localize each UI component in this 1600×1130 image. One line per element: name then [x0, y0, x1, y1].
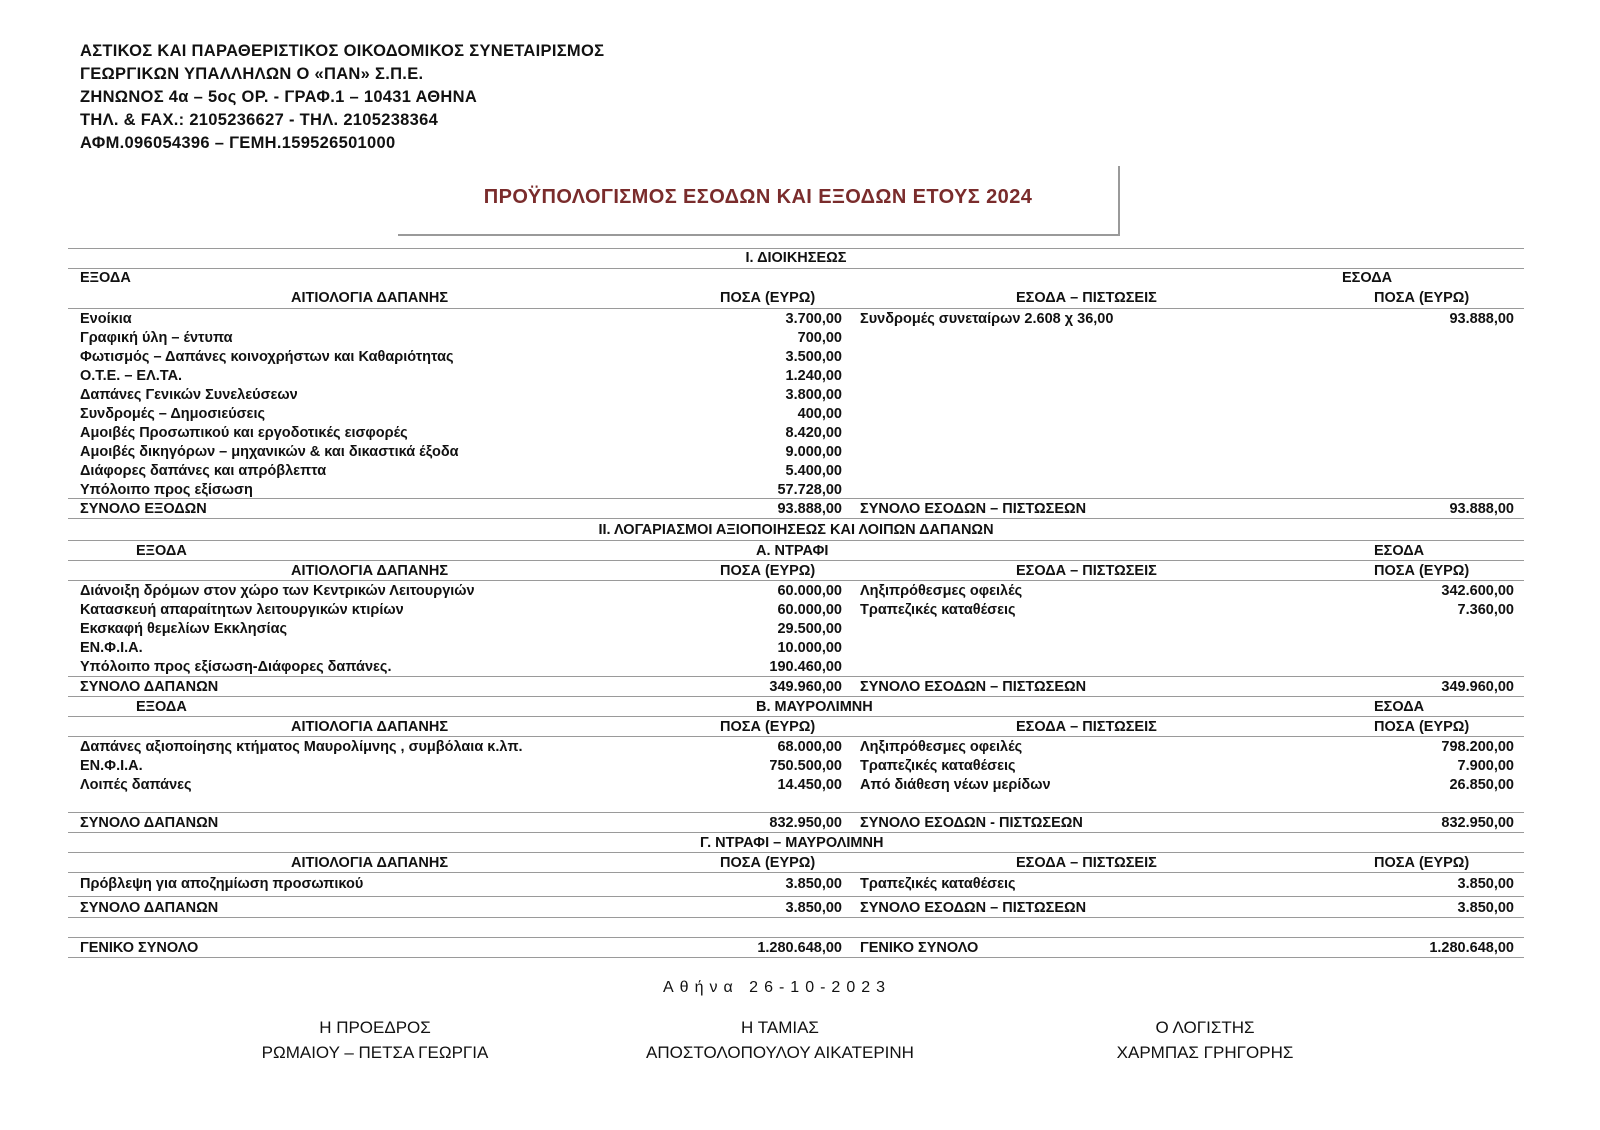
grand-total-row [68, 938, 1524, 958]
expense-item: Κατασκευή απαραίτητων λειτουργικών κτιρίων [80, 602, 404, 618]
col-header-amount: ΠΟΣΑ (ΕΥΡΩ) [720, 719, 816, 735]
col-header-income: ΕΣΟΔΑ – ΠΙΣΤΩΣΕΙΣ [1016, 719, 1157, 735]
col-header-income: ΕΣΟΔΑ – ΠΙΣΤΩΣΕΙΣ [1016, 290, 1157, 306]
income-item: Τραπεζικές καταθέσεις [860, 876, 1016, 892]
total-label: ΣΥΝΟΛΟ ΔΑΠΑΝΩΝ [80, 900, 219, 916]
expense-item: Αμοιβές Προσωπικού και εργοδοτικές εισφορές [80, 425, 408, 441]
expense-item: Υπόλοιπο προς εξίσωση [80, 482, 253, 498]
expense-item: Διάφορες δαπάνες και απρόβλεπτα [80, 463, 327, 479]
col-header-income-amount: ΠΟΣΑ (ΕΥΡΩ) [1374, 719, 1470, 735]
income-item: Συνδρομές συνεταίρων 2.608 χ 36,00 [860, 311, 1114, 327]
total-label: ΣΥΝΟΛΟ ΔΑΠΑΝΩΝ [80, 679, 219, 695]
signature-role: Η ΠΡΟΕΔΡΟΣ [319, 1018, 431, 1037]
expense-amount: 3.800,00 [785, 387, 842, 403]
total-amount: 93.888,00 [777, 501, 842, 517]
table-header-row [68, 853, 1524, 873]
col-header-amount: ΠΟΣΑ (ΕΥΡΩ) [720, 290, 816, 306]
expense-amount: 68.000,00 [777, 739, 842, 755]
expense-amount: 1.240,00 [785, 368, 842, 384]
subsection-row [68, 833, 1524, 853]
income-total-label: ΣΥΝΟΛΟ ΕΣΟΔΩΝ – ΠΙΣΤΩΣΕΩΝ [860, 900, 1087, 916]
table-row [68, 480, 1524, 500]
col-header-income-amount: ΠΟΣΑ (ΕΥΡΩ) [1374, 855, 1470, 871]
subsection-title: Β. ΜΑΥΡΟΛΙΜΝΗ [756, 699, 873, 715]
total-label: ΣΥΝΟΛΟ ΕΞΟΔΩΝ [80, 501, 207, 517]
income-total-label: ΣΥΝΟΛΟ ΕΣΟΔΩΝ – ΠΙΣΤΩΣΕΩΝ [860, 501, 1087, 517]
income-total-amount: 93.888,00 [1449, 501, 1514, 517]
expense-item: Αμοιβές δικηγόρων – μηχανικών & και δικαστικά έξοδα [80, 444, 459, 460]
table-row [68, 366, 1524, 386]
total-label: ΣΥΝΟΛΟ ΔΑΠΑΝΩΝ [80, 815, 219, 831]
column-group-row [68, 268, 1524, 288]
section-title-row [68, 520, 1524, 540]
expense-amount: 60.000,00 [777, 583, 842, 599]
document-title: ΠΡΟΫΠΟΛΟΓΙΣΜΟΣ ΕΣΟΔΩΝ ΚΑΙ ΕΞΟΔΩΝ ΕΤΟΥΣ 2024 [483, 186, 1033, 208]
signature-accountant [1030, 1015, 1380, 1065]
total-row [68, 898, 1524, 918]
income-amount: 26.850,00 [1449, 777, 1514, 793]
expense-amount: 57.728,00 [777, 482, 842, 498]
subsection-row [68, 541, 1524, 561]
table-row [68, 775, 1524, 795]
expense-item: Πρόβλεψη για αποζημίωση προσωπικού [80, 876, 364, 892]
section-title: Ι. ΔΙΟΙΚΗΣΕΩΣ [745, 250, 847, 266]
expense-amount: 9.000,00 [785, 444, 842, 460]
income-item: Ληξιπρόθεσμες οφειλές [860, 739, 1023, 755]
table-row [68, 756, 1524, 776]
expense-item: ΕΝ.Φ.Ι.Α. [80, 640, 143, 656]
expense-item: Ο.Τ.Ε. – ΕΛ.ΤΑ. [80, 368, 183, 384]
col-header-income: ΕΣΟΔΑ – ΠΙΣΤΩΣΕΙΣ [1016, 855, 1157, 871]
expense-amount: 3.700,00 [785, 311, 842, 327]
table-row [68, 874, 1524, 894]
income-item: Τραπεζικές καταθέσεις [860, 602, 1016, 618]
total-row [68, 499, 1524, 519]
col-header-description: ΑΙΤΙΟΛΟΓΙΑ ΔΑΠΑΝΗΣ [291, 855, 449, 871]
expense-amount: 400,00 [797, 406, 842, 422]
col-header-income-amount: ΠΟΣΑ (ΕΥΡΩ) [1374, 290, 1470, 306]
expense-item: Ενοίκια [80, 311, 132, 327]
income-total-label: ΣΥΝΟΛΟ ΕΣΟΔΩΝ – ΠΙΣΤΩΣΕΩΝ [860, 679, 1087, 695]
org-phone: ΤΗΛ. & FAX.: 2105236627 - ΤΗΛ. 2105238364 [80, 111, 439, 129]
table-row [68, 404, 1524, 424]
table-header-row [68, 288, 1524, 308]
section-title-row [68, 248, 1524, 268]
expense-item: Υπόλοιπο προς εξίσωση-Διάφορες δαπάνες. [80, 659, 392, 675]
expense-item: Διάνοιξη δρόμων στον χώρο των Κεντρικών Λειτουργιών [80, 583, 475, 599]
income-total-amount: 3.850,00 [1457, 900, 1514, 916]
table-row [68, 385, 1524, 405]
expense-amount: 29.500,00 [777, 621, 842, 637]
col-header-amount: ΠΟΣΑ (ΕΥΡΩ) [720, 855, 816, 871]
expense-item: Φωτισμός – Δαπάνες κοινοχρήστων και Καθαριότητας [80, 349, 454, 365]
income-total-label: ΣΥΝΟΛΟ ΕΣΟΔΩΝ - ΠΙΣΤΩΣΕΩΝ [860, 815, 1083, 831]
col-header-amount: ΠΟΣΑ (ΕΥΡΩ) [720, 563, 816, 579]
grand-total-income-amount: 1.280.648,00 [1429, 940, 1514, 956]
total-row [68, 813, 1524, 833]
expense-amount: 10.000,00 [777, 640, 842, 656]
table-row [68, 581, 1524, 601]
total-amount: 3.850,00 [785, 900, 842, 916]
income-label: ΕΣΟΔΑ [1374, 543, 1425, 559]
table-row [68, 461, 1524, 481]
org-name-2: ΓΕΩΡΓΙΚΩΝ ΥΠΑΛΛΗΛΩΝ Ο «ΠΑΝ» Σ.Π.Ε. [80, 65, 424, 83]
expense-amount: 5.400,00 [785, 463, 842, 479]
col-header-description: ΑΙΤΙΟΛΟΓΙΑ ΔΑΠΑΝΗΣ [291, 290, 449, 306]
income-amount: 342.600,00 [1441, 583, 1514, 599]
income-item: Τραπεζικές καταθέσεις [860, 758, 1016, 774]
expense-amount: 60.000,00 [777, 602, 842, 618]
table-header-row [68, 561, 1524, 581]
signature-name: ΧΑΡΜΠΑΣ ΓΡΗΓΟΡΗΣ [1116, 1043, 1294, 1062]
col-header-description: ΑΙΤΙΟΛΟΓΙΑ ΔΑΠΑΝΗΣ [291, 719, 449, 735]
total-amount: 349.960,00 [769, 679, 842, 695]
org-name: ΑΣΤΙΚΟΣ ΚΑΙ ΠΑΡΑΘΕΡΙΣΤΙΚΟΣ ΟΙΚΟΔΟΜΙΚΟΣ ΣΥΝΕΤΑΙΡΙΣΜΟΣ [80, 42, 605, 60]
expense-item: ΕΝ.Φ.Ι.Α. [80, 758, 143, 774]
table-row [68, 737, 1524, 757]
expense-item: Λοιπές δαπάνες [80, 777, 192, 793]
income-amount: 798.200,00 [1441, 739, 1514, 755]
expense-amount: 3.850,00 [785, 876, 842, 892]
table-row [68, 600, 1524, 620]
income-total-amount: 832.950,00 [1441, 815, 1514, 831]
subsection-title: Α. ΝΤΡΑΦΙ [756, 543, 829, 559]
table-row [68, 442, 1524, 462]
expense-item: Γραφική ύλη – έντυπα [80, 330, 233, 346]
table-header-row [68, 717, 1524, 737]
expense-item: Εκσκαφή θεμελίων Εκκλησίας [80, 621, 288, 637]
income-amount: 93.888,00 [1449, 311, 1514, 327]
table-row [68, 328, 1524, 348]
income-label: ΕΣΟΔΑ [1342, 270, 1393, 286]
expense-amount: 190.460,00 [769, 659, 842, 675]
expenses-label: ΕΞΟΔΑ [80, 270, 131, 286]
grand-total-label: ΓΕΝΙΚΟ ΣΥΝΟΛΟ [80, 940, 199, 956]
signature-president [200, 1015, 550, 1065]
income-item: Ληξιπρόθεσμες οφειλές [860, 583, 1023, 599]
col-header-income: ΕΣΟΔΑ – ΠΙΣΤΩΣΕΙΣ [1016, 563, 1157, 579]
grand-total-income-label: ΓΕΝΙΚΟ ΣΥΝΟΛΟ [860, 940, 979, 956]
subsection-title: Γ. ΝΤΡΑΦΙ – ΜΑΥΡΟΛΙΜΝΗ [700, 835, 884, 851]
table-row [68, 347, 1524, 367]
table-row [68, 638, 1524, 658]
table-row [68, 309, 1524, 329]
subsection-row [68, 697, 1524, 717]
total-amount: 832.950,00 [769, 815, 842, 831]
grand-total-amount: 1.280.648,00 [757, 940, 842, 956]
document-date: Αθήνα 26-10-2023 [663, 979, 892, 996]
expense-amount: 3.500,00 [785, 349, 842, 365]
signature-role: Η ΤΑΜΙΑΣ [741, 1018, 819, 1037]
signature-treasurer [605, 1015, 955, 1065]
expense-amount: 8.420,00 [785, 425, 842, 441]
budget-table [68, 0, 1524, 1130]
income-amount: 3.850,00 [1457, 876, 1514, 892]
org-address: ΖΗΝΩΝΟΣ 4α – 5ος ΟΡ. - ΓΡΑΦ.1 – 10431 ΑΘΗΝΑ [80, 88, 478, 106]
col-header-income-amount: ΠΟΣΑ (ΕΥΡΩ) [1374, 563, 1470, 579]
income-total-amount: 349.960,00 [1441, 679, 1514, 695]
section-title: ΙΙ. ΛΟΓΑΡΙΑΣΜΟΙ ΑΞΙΟΠΟΙΗΣΕΩΣ ΚΑΙ ΛΟΙΠΩΝ ΔΑΠΑΝΩΝ [598, 522, 994, 538]
org-tax-id: ΑΦΜ.096054396 – ΓΕΜΗ.159526501000 [80, 134, 396, 152]
table-row [68, 657, 1524, 677]
income-label: ΕΣΟΔΑ [1374, 699, 1425, 715]
expense-item: Δαπάνες Γενικών Συνελεύσεων [80, 387, 298, 403]
expense-item: Δαπάνες αξιοποίησης κτήματος Μαυρολίμνης , συμβόλαια κ.λπ. [80, 739, 523, 755]
income-amount: 7.900,00 [1457, 758, 1514, 774]
table-row [68, 423, 1524, 443]
expense-amount: 700,00 [797, 330, 842, 346]
total-row [68, 677, 1524, 697]
col-header-description: ΑΙΤΙΟΛΟΓΙΑ ΔΑΠΑΝΗΣ [291, 563, 449, 579]
expenses-label: ΕΞΟΔΑ [136, 699, 187, 715]
expense-amount: 750.500,00 [769, 758, 842, 774]
expense-amount: 14.450,00 [777, 777, 842, 793]
income-amount: 7.360,00 [1457, 602, 1514, 618]
signature-name: ΑΠΟΣΤΟΛΟΠΟΥΛΟΥ ΑΙΚΑΤΕΡΙΝΗ [646, 1043, 914, 1062]
income-item: Από διάθεση νέων μερίδων [860, 777, 1051, 793]
signature-name: ΡΩΜΑΙΟΥ – ΠΕΤΣΑ ΓΕΩΡΓΙΑ [261, 1043, 489, 1062]
signature-role: Ο ΛΟΓΙΣΤΗΣ [1155, 1018, 1255, 1037]
table-row [68, 619, 1524, 639]
expenses-label: ΕΞΟΔΑ [136, 543, 187, 559]
expense-item: Συνδρομές – Δημοσιεύσεις [80, 406, 266, 422]
